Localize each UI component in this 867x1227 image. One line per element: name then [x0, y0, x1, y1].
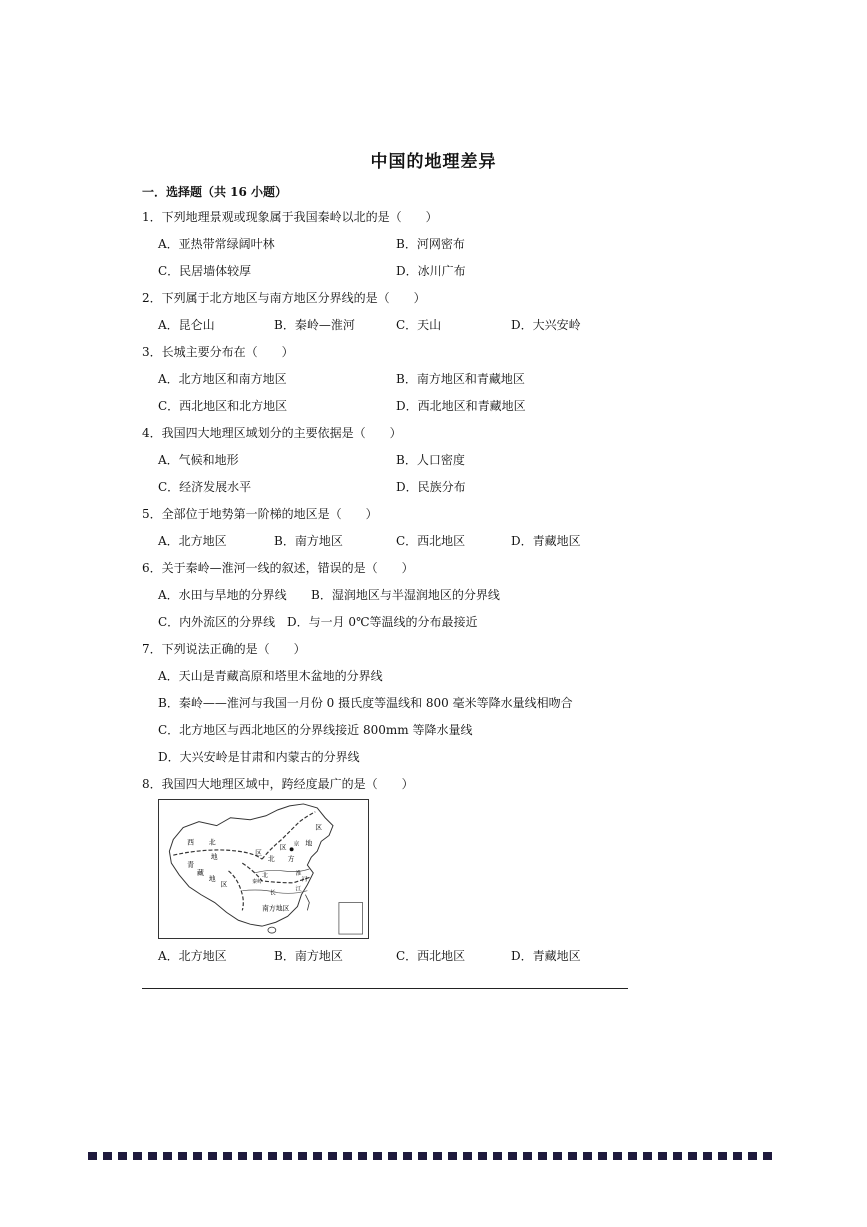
- page-footer-dash-line: [88, 1152, 783, 1162]
- section-heading: 一．选择题（共 16 小题）: [142, 185, 288, 199]
- footer-dash: [508, 1152, 517, 1160]
- q1-option-b[interactable]: B．河网密布: [396, 237, 465, 251]
- q6-option-d[interactable]: D．与一月 0℃等温线的分布最接近: [287, 615, 478, 629]
- q4-option-b[interactable]: B．人口密度: [396, 453, 465, 467]
- map-svg: [159, 800, 368, 938]
- footnote-rule: [142, 988, 628, 989]
- footer-dash: [403, 1152, 412, 1160]
- footer-dash: [343, 1152, 352, 1160]
- footer-dash: [208, 1152, 217, 1160]
- china-regions-map: [158, 799, 369, 939]
- map-label: 北: [208, 838, 216, 847]
- footer-dash: [118, 1152, 127, 1160]
- question-5-stem: 5．全部位于地势第一阶梯的地区是（ ）: [142, 507, 378, 521]
- map-label: 区: [315, 823, 323, 832]
- q3-option-b[interactable]: B．南方地区和青藏地区: [396, 372, 525, 386]
- footer-dash: [328, 1152, 337, 1160]
- map-label: 地: [208, 874, 216, 883]
- footer-dash: [568, 1152, 577, 1160]
- hainan-island: [268, 927, 276, 933]
- q6-option-a[interactable]: A．水田与旱地的分界线: [158, 588, 287, 602]
- footer-dash: [268, 1152, 277, 1160]
- map-label: 河: [301, 876, 308, 883]
- taiwan-island: [305, 895, 309, 911]
- q8-option-a[interactable]: A．北方地区: [158, 949, 227, 963]
- footer-dash: [718, 1152, 727, 1160]
- map-label: 藏: [196, 868, 204, 877]
- footer-dash: [763, 1152, 772, 1160]
- q6-option-b[interactable]: B．湿润地区与半湿润地区的分界线: [311, 588, 500, 602]
- footer-dash: [388, 1152, 397, 1160]
- footer-dash: [583, 1152, 592, 1160]
- footer-dash: [538, 1152, 547, 1160]
- beijing-marker: [290, 847, 294, 851]
- map-label: 地: [210, 853, 218, 862]
- q3-option-c[interactable]: C．西北地区和北方地区: [158, 399, 288, 413]
- question-2-stem: 2．下列属于北方地区与南方地区分界线的是（ ）: [142, 291, 426, 305]
- footer-dash: [493, 1152, 502, 1160]
- footer-dash: [103, 1152, 112, 1160]
- footer-dash: [178, 1152, 187, 1160]
- map-label: 北: [262, 872, 268, 879]
- q8-option-c[interactable]: C．西北地区: [396, 949, 466, 963]
- map-label: 淮: [295, 870, 302, 877]
- q7-option-c[interactable]: C．北方地区与西北地区的分界线接近 800mm 等降水量线: [158, 723, 473, 737]
- question-4-stem: 4．我国四大地理区域划分的主要依据是（ ）: [142, 426, 402, 440]
- footer-dash: [553, 1152, 562, 1160]
- footer-dash: [613, 1152, 622, 1160]
- q3-option-d[interactable]: D．西北地区和青藏地区: [396, 399, 526, 413]
- footer-dash: [433, 1152, 442, 1160]
- map-label: 秦岭: [252, 878, 262, 885]
- q5-option-b[interactable]: B．南方地区: [274, 534, 343, 548]
- footer-dash: [703, 1152, 712, 1160]
- footer-dash: [148, 1152, 157, 1160]
- footer-dash: [448, 1152, 457, 1160]
- map-label: 青: [187, 861, 194, 870]
- q2-option-d[interactable]: D．大兴安岭: [511, 318, 581, 332]
- map-label: 江: [295, 886, 302, 893]
- map-label: 方: [287, 855, 295, 864]
- footer-dash: [628, 1152, 637, 1160]
- footer-dash: [223, 1152, 232, 1160]
- footer-dash: [418, 1152, 427, 1160]
- q4-option-a[interactable]: A．气候和地形: [158, 453, 239, 467]
- q8-option-d[interactable]: D．青藏地区: [511, 949, 581, 963]
- q7-option-b[interactable]: B．秦岭——淮河与我国一月份 0 摄氏度等温线和 800 毫米等降水量线相吻合: [158, 696, 573, 710]
- footer-dash: [298, 1152, 307, 1160]
- boundary-north-northwest: [262, 812, 315, 859]
- q2-option-b[interactable]: B．秦岭—淮河: [274, 318, 355, 332]
- footer-dash: [463, 1152, 472, 1160]
- map-label: 区: [279, 843, 287, 852]
- footer-dash: [253, 1152, 262, 1160]
- q3-option-a[interactable]: A．北方地区和南方地区: [158, 372, 287, 386]
- question-7-stem: 7．下列说法正确的是（ ）: [142, 642, 306, 656]
- footer-dash: [733, 1152, 742, 1160]
- q5-option-a[interactable]: A．北方地区: [158, 534, 227, 548]
- footer-dash: [88, 1152, 97, 1160]
- footer-dash: [478, 1152, 487, 1160]
- q1-option-c[interactable]: C．民居墙体较厚: [158, 264, 252, 278]
- footer-dash: [358, 1152, 367, 1160]
- q7-option-a[interactable]: A．天山是青藏高原和塔里木盆地的分界线: [158, 669, 383, 683]
- footer-dash: [193, 1152, 202, 1160]
- q8-option-b[interactable]: B．南方地区: [274, 949, 343, 963]
- q7-option-d[interactable]: D．大兴安岭是甘肃和内蒙古的分界线: [158, 750, 360, 764]
- q2-option-c[interactable]: C．天山: [396, 318, 442, 332]
- footer-dash: [373, 1152, 382, 1160]
- map-label: 区: [255, 849, 263, 858]
- south-sea-inset: [339, 903, 363, 935]
- footer-dash: [163, 1152, 172, 1160]
- map-label: 地: [305, 839, 313, 848]
- map-label: 区: [220, 880, 228, 889]
- q1-option-d[interactable]: D．冰川广布: [396, 264, 466, 278]
- map-label: 北: [267, 855, 275, 864]
- footer-dash: [748, 1152, 757, 1160]
- question-8-stem: 8．我国四大地理区域中，跨经度最广的是（ ）: [142, 777, 414, 791]
- footer-dash: [598, 1152, 607, 1160]
- question-6-stem: 6．关于秦岭—淮河一线的叙述，错误的是（ ）: [142, 561, 414, 575]
- page-title: 中国的地理差异: [370, 152, 497, 172]
- q1-option-a[interactable]: A．亚热带常绿阔叶林: [158, 237, 275, 251]
- footer-dash: [688, 1152, 697, 1160]
- footer-dash: [643, 1152, 652, 1160]
- q4-option-d[interactable]: D．民族分布: [396, 480, 466, 494]
- footer-dash: [313, 1152, 322, 1160]
- footer-dash: [133, 1152, 142, 1160]
- footer-dash: [673, 1152, 682, 1160]
- q2-option-a[interactable]: A．昆仑山: [158, 318, 215, 332]
- map-label: 西: [187, 838, 194, 847]
- q6-option-c[interactable]: C．内外流区的分界线: [158, 615, 276, 629]
- footer-dash: [523, 1152, 532, 1160]
- footer-dash: [238, 1152, 247, 1160]
- question-3-stem: 3．长城主要分布在（ ）: [142, 345, 294, 359]
- q4-option-c[interactable]: C．经济发展水平: [158, 480, 252, 494]
- question-1-stem: 1．下列地理景观或现象属于我国秦岭以北的是（ ）: [142, 210, 438, 224]
- footer-dash: [658, 1152, 667, 1160]
- map-label: 京: [293, 841, 300, 848]
- q5-option-d[interactable]: D．青藏地区: [511, 534, 581, 548]
- map-label: 长: [269, 890, 276, 897]
- footer-dash: [283, 1152, 292, 1160]
- q5-option-c[interactable]: C．西北地区: [396, 534, 466, 548]
- map-label-south: 南方地区: [262, 904, 290, 913]
- boundary-tibet-south: [229, 871, 244, 910]
